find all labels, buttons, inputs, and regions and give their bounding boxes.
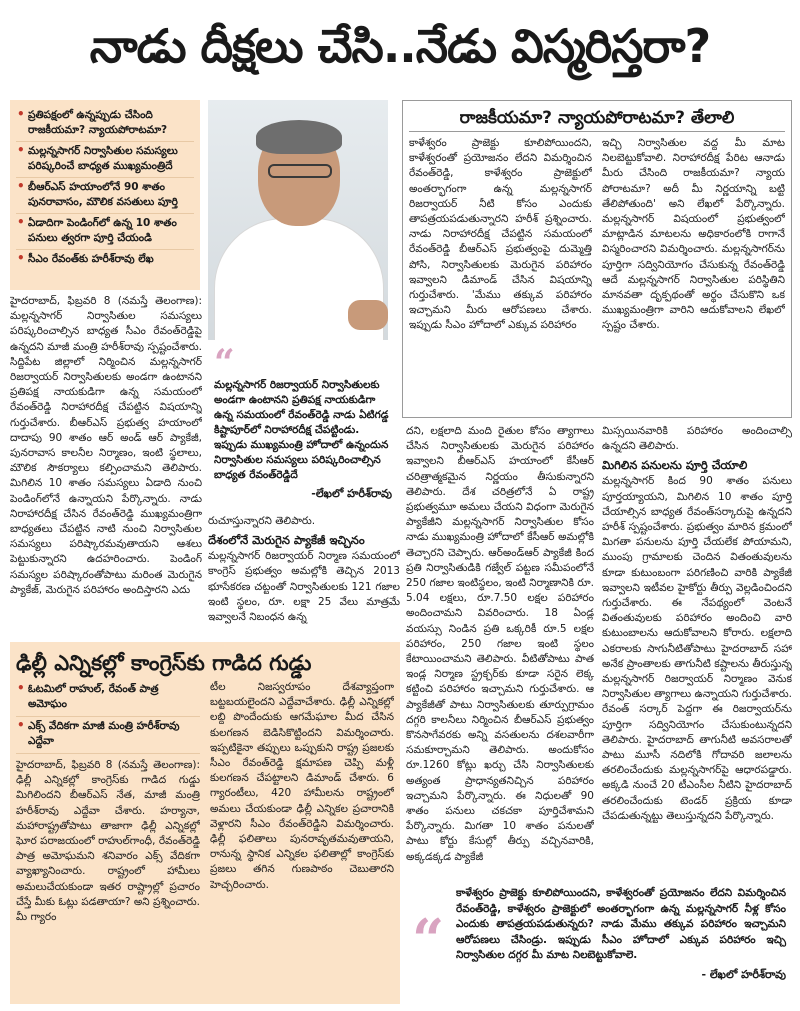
bullet-item: • ప్రతిపక్షంలో ఉన్నప్పుడు చేసింది రాజకీయమా? న్యాయపోరాటమా? bbox=[16, 106, 194, 142]
article-paragraph: హైదరాబాద్, ఫిబ్రవరి 8 (నమస్తే తెలంగాణ): మల్లన్నసాగర్ నిర్వాసితుల సమస్యలు పరిష్కరించాల్సిన బాధ్యత సీఎం రేవంత్‌రెడ్డిపై ఉన్నదని మాజీ మంత్రి హరీశ్‌రావు స్పష్టంచేశారు. సిద్దిపేట జిల్లాలో నిర్మించిన మల్లన్నసాగర్ రిజర్వాయర్ నిర్వాసితులకు అండగా ఉంటానని ప్రతిపక్ష నాయకుడిగా ఉన్న సమయంలో రేవంత్‌రెడ్డి నిరాహారదీక్ష చేపట్టిన విషయాన్ని గుర్తుచేశారు. బీఆర్ఎస్ ప్రభుత్వ హయాంలో దాదాపు 90 శాతం ఆర్ అండ్ ఆర్ ప్యాకేజీ, పునరావాస కాలనీల నిర్మాణం, ఇంటి స్థలాలు, మౌలిక సౌకర్యాలు కల్పించామని తెలిపారు. మిగిలిన 10 శాతం సమస్యలు ఏడాది నుంచి పెండింగ్‌లోనే ఉన్నాయని పేర్కొన్నారు. నాడు నిరాహారదీక్ష చేసిన రేవంత్‌రెడ్డి ముఖ్యమంత్రిగా బాధ్యతలు చేపట్టిన నాటి నుంచి నిర్వాసితుల సమస్యలు పరిష్కారమవుతాయని ఆశలు పెట్టుకున్నారని ఉదహరించారు. పెండింగ్ సమస్యల పరిష్కారంతోపాటు మరింత మెరుగైన ప్యాకేజ్, మెరుగైన పరిహారం అందిస్తారని ఎదు bbox=[10, 295, 202, 596]
article-paragraph: మిస్సయినవారికి పరిహారం అందించాల్సి ఉన్నదని తెలిపారు. bbox=[602, 425, 792, 453]
article-column-mid bbox=[208, 514, 400, 638]
quote-icon: “ bbox=[214, 342, 235, 384]
article-column-left bbox=[10, 294, 202, 638]
delhi-bullet: • ఓటమిలో రాహుల్, రేవంత్ పాత్ర అమోఘం bbox=[16, 680, 200, 717]
article-column-center bbox=[406, 424, 594, 876]
delhi-bullet: • ఎక్స్ వేదికగా మాజీ మంత్రి హరీశ్‌రావు ఎద్దేవా bbox=[16, 717, 200, 754]
sidebar-box bbox=[402, 100, 792, 418]
bullet-item: • సీఎం రేవంత్‌కు హరీశ్‌రావు లేఖ bbox=[16, 250, 194, 270]
delhi-headline: ఢిల్లీ ఎన్నికల్లో కాంగ్రెస్‌కు గాడిద గుడ్డు bbox=[16, 651, 312, 675]
article-paragraph: దని, లక్షలాది మంది రైతుల కోసం త్యాగాలు చేసిన నిర్వాసితులకు మెరుగైన పరిహారం ఇవ్వాలని బీఆర్ఎస్ హయాంలో కేసీఆర్ చరిత్రాత్మకమైన నిర్ణయం తీసుకున్నారని తెలిపారు. దేశ చరిత్రలోనే ఏ రాష్ట్ర ప్రభుత్వమూ అమలు చేయని విధంగా మెరుగైన ప్యాకేజీని మల్లన్నసాగర్ నిర్వాసితుల కోసం నాడు ముఖ్యమంత్రి హోదాలో కేసీఆర్ అమల్లోకి తెచ్చారని చెప్పారు. ఆర్అండ్ఆర్ ప్యాకేజీ కింద ప్రతి నిర్వాసితుడికి గజ్వేల్ పట్టణ సమీపంలోనే 250 గజాల ఇంటిస్థలం, ఇంటి నిర్మాణానికి రూ. 5.04 లక్షలు, రూ.7.50 లక్షల పరిహారం అందించామని వివరించారు. 18 ఏండ్ల వయస్సు నిండిన ప్రతి ఒక్కరికీ రూ.5 లక్షల పరిహారం, 250 గజాల ఇంటి స్థలం కేటాయించామని తెలిపారు. వీటితోపాటు పాత ఇండ్ల నిర్మాణ స్ట్రక్చర్‌కు కూడా సరైన లెక్క కట్టించి పరిహారం ఇచ్చామని గుర్తుచేశారు. ఆ ప్యాకేజీతో పాటు నిర్వాసితులకు తూర్పుగ్రామం దగ్గరి కాలనీలు నిర్మించిన బీఆర్ఎస్ ప్రభుత్వం కొనసాగేవరకు అన్ని వసతులను దశలవారీగా సమకూర్చామని తెలిపారు. అందుకోసం రూ.1260 కోట్లు ఖర్చు చేసి నిర్వాసితులకు అత్యంత ప్రాధాన్యతనిచ్చిన పరిహారం ఇచ్చామని పేర్కొన్నారు. ఈ నిధులతో 90 శాతం పనులు చకచకా పూర్తిచేశామని పేర్కొన్నారు. మిగతా 10 శాతం పనులతో పాటు కోర్టు కేసుల్లో తీర్పు వచ్చినవారికి, అక్కడక్కడ ప్యాకేజీ bbox=[406, 425, 594, 863]
quote-icon: “ bbox=[412, 907, 445, 973]
sidebar-box-title: రాజకీయమా? న్యాయపోరాటమా? తేలాలి bbox=[409, 105, 785, 132]
article-paragraph: రుచూస్తున్నారని తెలిపారు. bbox=[208, 515, 316, 527]
bottom-pull-quote bbox=[406, 882, 792, 1004]
delhi-body-column: టీల నిజస్వరూపం దేశవ్యాప్తంగా బట్టబయలైందని ఎద్దేవాచేశారు. ఢిల్లీ ఎన్నికల్లో లబ్ది పొందేందుకు ఆగమేఘాల మీద చేసిన కులగణన బెడిసికొట్టిందని విమర్శించారు. ఇప్పటికైనా తప్పులు ఒప్పుకుని రాష్ట్ర ప్రజలకు సీఎం రేవంత్‌రెడ్డి క్షమాపణ చెప్పి మళ్లీ కులగణన చేపట్టాలని డిమాండ్ చేశారు. 6 గ్యారంటీలు, 420 హామీలను రాష్ట్రంలో అమలు చేయకుండా ఢిల్లీ ఎన్నికల ప్రచారానికి వెళ్లారని సీఎం రేవంత్‌రెడ్డిని విమర్శించారు. ఢిల్లీ ఫలితాలు పునరావృతమవుతాయని, రానున్న స్థానిక ఎన్నికల ఫలితాల్లో కాంగ్రెస్‌కు ప్రజలు తగిన గుణపాఠం చెబుతారని హెచ్చరించారు. bbox=[210, 681, 394, 891]
pull-quote-signature: -లేఖలో హరీశ్‌రావు bbox=[311, 487, 392, 500]
bullet-item: • మల్లన్నసాగర్ నిర్వాసితుల సమస్యలు పరిష్కరించే బాధ్యత ముఖ్యమంత్రిదే bbox=[16, 142, 194, 178]
bullet-item: • బీఆర్ఎస్ హయాంలోనే 90 శాతం పునరావాసం, మౌలిక వసతులు పూర్తి bbox=[16, 178, 194, 214]
portrait-photo bbox=[208, 100, 388, 340]
headline: నాడు దీక్షలు చేసి..నేడు విస్మరిస్తరా? bbox=[89, 19, 711, 73]
sidebar-box-column: కాళేశ్వరం ప్రాజెక్టు కూలిపోయిందని, కాళేశ్వరంతో ప్రయోజనం లేదని విమర్శించిన రేవంత్‌రెడ్డి, కాళేశ్వరం ప్రాజెక్టులో అంతర్భాగంగా ఉన్న మల్లన్నసాగర్ రిజర్వాయర్ నీటి కోసం ఎందుకు తాపత్రయపడుతున్నారని హరీశ్ ప్రశ్నించారు. నాడు నిరాహారదీక్ష చేపట్టిన సమయంలో రేవంత్‌రెడ్డి బీఆర్ఎస్ ప్రభుత్వంపై దుమ్మెత్తి పోసి, నిర్వాసితులకు మెరుగైన పరిహారం ఇవ్వాలని డిమాండ్ చేసిన విషయాన్ని గుర్తుచేశారు. 'మేము తక్కువ పరిహారం ఇచ్చామని మీరు ఆరోపణలు చేశారు. ఇప్పుడు సీఎం హోదాలో ఎక్కువ పరిహారం bbox=[409, 137, 592, 332]
bottom-quote-signature: - లేఖలో హరీశ్‌రావు bbox=[701, 967, 786, 981]
bottom-quote-text: కాళేశ్వరం ప్రాజెక్టు కూలిపోయిందని, కాళేశ్వరంతో ప్రయోజనం లేదని విమర్శించిన రేవంత్‌రెడ్డి, కాళేశ్వరం ప్రాజెక్టులో అంతర్భాగంగా ఉన్న మల్లన్నసాగర్ నీళ్ల కోసం ఎందుకు తాపత్రయపడుతున్నరు? నాడు మేము తక్కువ పరిహారం ఇచ్చామని ఆరోపణలు చేసిండ్రు. ఇప్పుడు సీఎం హోదాలో ఎక్కువ పరిహారం ఇచ్చి నిర్వాసితుల దగ్గర మీ మాట నిలబెట్టుకోవాలె. bbox=[456, 887, 786, 961]
delhi-article-box bbox=[10, 642, 400, 1004]
article-column-right bbox=[602, 424, 792, 876]
article-paragraph: మల్లన్నసాగర్ కింద 90 శాతం పనులు పూర్తయ్యాయని, మిగిలిన 10 శాతం పూర్తి చేయాల్సిన బాధ్యత రేవంత్‌సర్కారుపై ఉన్నదని హరీశ్ స్పష్టంచేశారు. ప్రభుత్వం మారిన క్రమంలో మిగతా పనులను పూర్తి చేయలేక పోయామని, ముంపు గ్రామాలకు చెందిన వితంతువులను కూడా కుటుంబంగా పరిగణించి వారికి ప్యాకేజీ ఇవ్వాలని ఇటీవల హైకోర్టు తీర్పు వెల్లడించిందని గుర్తుచేశారు. ఈ నేపథ్యంలో వెంటనే వితంతువులకు పరిహారం అందించి వారి కుటుంబాలను ఆదుకోవాలని కోరారు. లక్షలాది ఎకరాలకు సాగునీటితోపాటు హైదరాబాద్ సహా అనేక ప్రాంతాలకు తాగునీటి కష్టాలను తీరుస్తున్న మల్లన్నసాగర్ రిజర్వాయర్ నిర్మాణం వెనుక నిర్వాసితుల త్యాగాలు ఉన్నాయని గుర్తుచేశారు. రేవంత్ సర్కార్ పెద్దగా ఈ రిజర్వాయర్‌ను పూర్తిగా సద్వినియోగం చేసుకుంటున్నదని తెలిపారు. హైదరాబాద్ తాగునీటి అవసరాలతో పాటు మూసీ నదిలోకి గోదావరి జలాలను తరలించేందుకు మల్లన్నసాగర్‌పై ఆధారపడ్డారు. అక్కడి నుంచే 20 టీఎంసీల నీటిని హైదరాబాద్ తరలించేందుకు టెండర్ ప్రక్రియ కూడా చేపడుతున్నట్టు తెలుస్తున్నదని పేర్కొన్నారు. bbox=[602, 475, 792, 822]
pull-quote bbox=[208, 344, 398, 510]
bullet-item: • ఏడాదిగా పెండింగ్‌లో ఉన్న 10 శాతం పనులు త్వరగా పూర్తి చేయండి bbox=[16, 214, 194, 250]
section-subhead: దేశంలోనే మెరుగైన ప్యాకేజీ ఇచ్చినం bbox=[208, 533, 365, 548]
article-paragraph: మల్లన్నసాగర్ రిజర్వాయర్ నిర్మాణ సమయంలో కాంగ్రెస్ ప్రభుత్వం అమల్లోకి తెచ్చిన 2013 భూసేకరణ చట్టంతో నిర్వాసితులకు 121 గజాల ఇంటి స్థలం, రూ. లక్షా 25 వేలు మాత్రమే ఇవ్వాలనే నిబంధన ఉన్న bbox=[208, 550, 400, 624]
bullet-highlights bbox=[10, 100, 200, 290]
pull-quote-text: మల్లన్నసాగర్ రిజర్వాయర్ నిర్వాసితులకు అండగా ఉంటానని ప్రతిపక్ష నాయకుడిగా ఉన్న సమయంలో రేవంత్‌రెడ్డి నాడు ఏటిగడ్డ కిష్టాపూర్‌లో నిరాహారదీక్ష చేపట్టిండు. ఇప్పుడు ముఖ్యమంత్రి హోదాలో ఉన్నందున నిర్వాసితుల సమస్యలు పరిష్కరించాల్సిన బాధ్యత రేవంత్‌రెడ్డిదే bbox=[214, 379, 389, 481]
sidebar-box-column: ఇచ్చి నిర్వాసితుల వద్ద మీ మాట నిలబెట్టుకోవాలి. నిరాహారదీక్ష పేరిట ఆనాడు మీరు చేసింది రాజకీయమా? న్యాయ పోరాటమా? అదీ మీ నిర్ణయాన్ని బట్టి తేలిపోతుంది' అని లేఖలో పేర్కొన్నారు. మల్లన్నసాగర్ విషయంలో ప్రభుత్వంలో మాట్లాడిన మాటలను అధికారంలోకి రాగానే విస్మరించారని విమర్శించారు. మల్లన్నసాగర్‌ను పూర్తిగా సద్వినియోగం చేసుకున్న రేవంత్‌రెడ్డి ఆదే మల్లన్నసాగర్ నిర్వాసితుల పరిస్థితిని మానవతా దృక్పథంతో అర్థం చేసుకొని ఒక ముఖ్యమంత్రిగా వారిని ఆదుకోవాలని లేఖలో స్పష్టం చేశారు. bbox=[602, 137, 785, 332]
delhi-body: హైదరాబాద్, ఫిబ్రవరి 8 (నమస్తే తెలంగాణ): ఢిల్లీ ఎన్నికల్లో కాంగ్రెస్‌కు గాడిద గుడ్డు మిగిలిందని బీఆర్ఎస్ నేత, మాజీ మంత్రి హరీశ్‌రావు ఎద్దేవా చేశారు. హర్యానా, మహారాష్ట్రతోపాటు తాజాగా ఢిల్లీ ఎన్నికల్లో ఘోర పరాజయంలో రాహుల్‌గాంధీ, రేవంత్‌రెడ్డి పాత్ర అమోఘమని శనివారం ఎక్స్ వేదికగా వ్యాఖ్యానించారు. రాష్ట్రంలో హామీలు అమలుచేయకుండా ఇతర రాష్ట్రాల్లో ప్రచారం చేస్తే మీకు ఓట్లు పడతాయా? అని ప్రశ్నించారు. మీ గ్యారం bbox=[16, 759, 200, 924]
section-subhead: మిగిలిన పనులను పూర్తి చేయాలి bbox=[602, 458, 748, 473]
